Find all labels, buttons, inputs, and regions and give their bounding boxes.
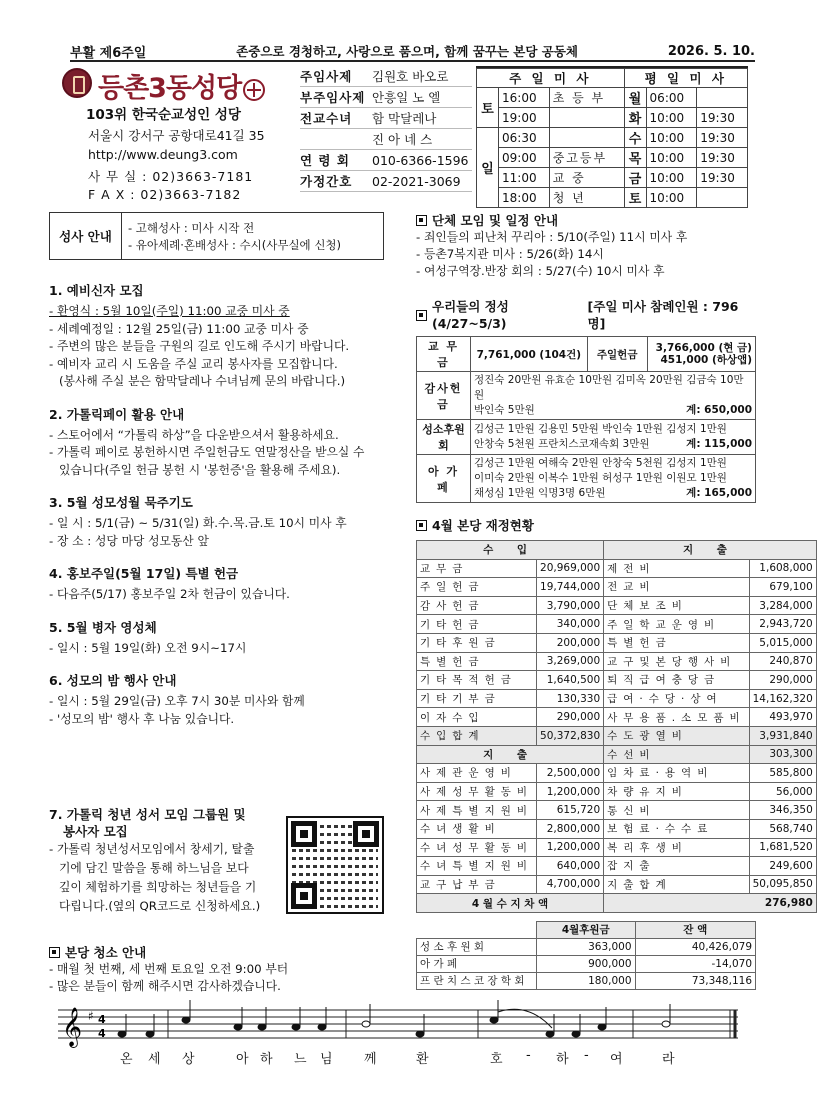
parish-motto: 존중으로 경청하고, 사랑으로 품으며, 함께 꿈꾸는 본당 공동체	[236, 44, 579, 59]
finance-label: 보험료·수수료	[604, 819, 749, 838]
donor-line: 박인숙 5만원	[474, 404, 535, 416]
mass-day: 일	[477, 128, 499, 208]
svg-text:♯: ♯	[88, 1009, 94, 1023]
balance-value: 276,980	[604, 894, 817, 913]
liturgical-week: 부활 제6주일	[70, 45, 147, 61]
lyric-syllable: 느	[294, 1052, 307, 1067]
mass-time: 16:00	[499, 88, 550, 108]
cleaning-notice	[49, 944, 389, 995]
donor-line: 채성심 1만원 익명3명 6만원	[474, 487, 606, 499]
finance-label: 임차료·용역비	[604, 764, 749, 783]
staff-role: 연 령 회	[300, 153, 350, 168]
finance-label: 사제관운영비	[417, 764, 537, 783]
notice-title: 6. 성모의 밤 행사 안내	[49, 673, 177, 688]
offering-total: 계: 165,000	[686, 487, 752, 499]
fund-balance: -14,070	[635, 955, 755, 972]
finance-label: 기타후원금	[417, 633, 537, 652]
fund-amount: 180,000	[537, 972, 636, 989]
weekday-pm: 19:30	[697, 168, 748, 188]
offering-value: 451,000 (하상앱)	[660, 354, 752, 366]
mass-time: 09:00	[499, 148, 550, 168]
finance-label: 통신비	[604, 801, 749, 820]
donor-line: 김성근 1만원 여해숙 2만원 안창숙 5천원 김성지 1만원	[474, 457, 727, 469]
notice-section	[49, 619, 384, 658]
weekday-pm: 19:30	[697, 108, 748, 128]
mass-time: 18:00	[499, 188, 550, 208]
mass-schedule	[476, 66, 748, 208]
notice-section	[49, 282, 384, 391]
lyric-syllable: 여	[610, 1052, 623, 1067]
finance-label: 지출합계	[604, 875, 749, 894]
finance-amount: 240,870	[749, 652, 816, 671]
fund-name: 성 소 후 원 회	[417, 938, 537, 955]
weekday: 목	[624, 148, 646, 168]
finance-amount: 1,200,000	[537, 782, 604, 801]
cleaning-line: - 매월 첫 번째, 세 번째 토요일 오전 9:00 부터	[49, 962, 289, 976]
staff-row	[300, 171, 472, 192]
right-column	[416, 212, 813, 990]
finance-amount: 1,200,000	[537, 838, 604, 857]
sunday-mass-title: 주 일 미 사	[477, 69, 625, 88]
staff-row	[300, 150, 472, 171]
finance-label: 전교비	[604, 578, 749, 597]
youth-line: - 가톨릭 청년성서모임에서 창세기, 탈출	[49, 842, 255, 856]
finance-label: 제전비	[604, 559, 749, 578]
staff-name: 김원호 바오로	[372, 69, 449, 84]
notice-section	[49, 494, 384, 550]
finance-amount: 20,969,000	[537, 559, 604, 578]
lyric-syllable: 님	[320, 1052, 333, 1067]
notice-line: - 예비자 교리 시 도움을 주실 교리 봉사자를 모집합니다.	[49, 356, 338, 371]
finance-amount: 679,100	[749, 578, 816, 597]
income-header: 수 입	[417, 541, 604, 560]
music-staff	[58, 1002, 748, 1046]
expense-subheader: 지 출	[417, 745, 604, 764]
lyric-syllable: 세	[148, 1052, 161, 1067]
finance-amount: 1,681,520	[749, 838, 816, 857]
finance-label: 수녀성무활동비	[417, 838, 537, 857]
finance-amount: 585,800	[749, 764, 816, 783]
youth-line: 다립니다.(옆의 QR코드로 신청하세요.)	[59, 899, 261, 913]
cleaning-line: - 많은 분들이 함께 해주시면 감사하겠습니다.	[49, 979, 281, 993]
staff-name: 함 막달레나	[372, 111, 437, 126]
staff-row	[300, 108, 472, 129]
finance-label: 수녀생활비	[417, 819, 537, 838]
finance-amount: 200,000	[537, 633, 604, 652]
staff-list	[300, 66, 472, 192]
svg-text:4: 4	[98, 1027, 106, 1040]
lyric-syllable: 께	[364, 1052, 377, 1067]
section-marker-icon	[49, 947, 60, 958]
finance-amount: 290,000	[749, 671, 816, 690]
youth-line: 기에 담긴 말씀을 통해 하느님을 보다	[59, 861, 249, 875]
finance-amount: 50,372,830	[537, 726, 604, 745]
hymn-score	[58, 1002, 748, 1072]
fund-balance: 73,348,116	[635, 972, 755, 989]
bulletin-header	[70, 44, 755, 62]
offering-total: 계: 650,000	[686, 404, 752, 416]
support-balance-table	[416, 921, 756, 990]
finance-amount: 2,500,000	[537, 764, 604, 783]
lyric-syllable: 라	[662, 1052, 675, 1067]
mass-time: 11:00	[499, 168, 550, 188]
finance-amount: 56,000	[749, 782, 816, 801]
finance-table	[416, 540, 817, 913]
balance-label: 4 월 수 지 차 액	[417, 894, 604, 913]
treble-clef-icon: 𝄞	[62, 1007, 83, 1047]
notice-line: - 일시 : 5월 29일(금) 오후 7시 30분 미사와 함께	[49, 694, 305, 708]
staff-name: 010-6366-1596	[372, 152, 469, 168]
weekday: 토	[624, 188, 646, 208]
sacrament-info	[49, 212, 384, 260]
finance-amount: 615,720	[537, 801, 604, 820]
finance-amount: 50,095,850	[749, 875, 816, 894]
youth-notice	[49, 806, 284, 916]
youth-line: 깊이 체험하기를 희망하는 청년들을 기	[59, 880, 257, 894]
finance-amount: 2,943,720	[749, 615, 816, 634]
staff-row	[300, 66, 472, 87]
expense-header: 지 출	[604, 541, 817, 560]
offering-table	[416, 336, 756, 503]
mass-day: 토	[477, 88, 499, 128]
groups-title: 단체 모임 및 일정 안내	[432, 213, 559, 228]
parish-seal-icon	[62, 68, 92, 98]
finance-amount: 568,740	[749, 819, 816, 838]
fund-amount: 900,000	[537, 955, 636, 972]
attendance-count: [주일 미사 참례인원 : 796명]	[587, 299, 739, 331]
staff-role: 가정간호	[300, 174, 353, 189]
youth-title-2: 봉사자 모집	[63, 824, 128, 839]
finance-label: 특별헌금	[417, 652, 537, 671]
parish-website[interactable]: http://www.deung3.com	[88, 147, 238, 162]
finance-title: 4월 본당 재정현황	[432, 518, 534, 533]
staff-name: 안흥일 노 엘	[372, 90, 441, 105]
offering-value: 7,761,000 (104건)	[471, 337, 588, 372]
finance-label: 수녀특별지원비	[417, 857, 537, 876]
finance-amount: 5,015,000	[749, 633, 816, 652]
mass-note	[549, 108, 624, 128]
lyric-syllable: -	[526, 1048, 531, 1063]
lyric-syllable: -	[584, 1048, 589, 1063]
staff-role: 주임사제	[300, 69, 353, 84]
weekday-am: 10:00	[646, 148, 697, 168]
mass-note	[549, 128, 624, 148]
mass-time: 19:00	[499, 108, 550, 128]
notice-line: - 스토어에서 “가톨릭 하상”을 다운받으셔서 활용하세요.	[49, 427, 339, 442]
parish-address: 서울시 강서구 공항대로41길 35	[88, 128, 265, 143]
finance-amount: 2,800,000	[537, 819, 604, 838]
finance-amount: 3,269,000	[537, 652, 604, 671]
mass-time: 06:30	[499, 128, 550, 148]
office-phone: 사 무 실 : 02)3663-7181	[88, 169, 254, 184]
section-marker-icon	[416, 310, 427, 321]
staff-row	[300, 129, 472, 150]
finance-label: 기타목적헌금	[417, 671, 537, 690]
group-line: - 죄인들의 피난처 꾸리아 : 5/10(주일) 11시 미사 후	[416, 230, 688, 244]
staff-name: 02-2021-3069	[372, 173, 461, 189]
notice-line: - 가톨릭 페이로 봉헌하시면 주일헌금도 연말정산을 받으실 수	[49, 445, 365, 459]
fund-balance: 40,426,079	[635, 938, 755, 955]
donor-line: 이미숙 2만원 이복수 1만원 허성구 1만원 이원모 1만원	[474, 472, 727, 484]
notice-title: 4. 홍보주일(5월 17일) 특별 헌금	[49, 566, 239, 581]
finance-label: 수선비	[604, 745, 749, 764]
finance-amount: 346,350	[749, 801, 816, 820]
section-marker-icon	[416, 215, 427, 226]
finance-label: 기타헌금	[417, 615, 537, 634]
weekday: 월	[624, 88, 646, 108]
bulletin-date: 2026. 5. 10.	[667, 43, 755, 59]
qr-code[interactable]	[286, 816, 384, 914]
parish-name: 등촌3동성당	[98, 66, 265, 105]
weekday: 금	[624, 168, 646, 188]
lyric-syllable: 하	[260, 1052, 273, 1067]
fund-amount: 363,000	[537, 938, 636, 955]
weekday: 수	[624, 128, 646, 148]
finance-amount: 249,600	[749, 857, 816, 876]
notice-title: 3. 5월 성모성월 묵주기도	[49, 495, 193, 510]
balance-header: 잔 액	[635, 921, 755, 938]
offering-label: 아 가 페	[417, 455, 471, 503]
notice-line: - 환영식 : 5월 10일(주일) 11:00 교중 미사 중	[49, 304, 290, 318]
notice-title: 1. 예비신자 모집	[49, 283, 144, 298]
lyric-syllable: 환	[416, 1052, 429, 1067]
finance-amount: 130,330	[537, 689, 604, 708]
weekday-pm	[697, 88, 748, 108]
weekday-am: 10:00	[646, 188, 697, 208]
weekday-am: 10:00	[646, 168, 697, 188]
offering-label: 감사헌금	[417, 372, 471, 420]
notice-title: 5. 5월 병자 영성체	[49, 619, 157, 635]
mass-note: 교 중	[549, 168, 624, 188]
finance-label: 사제성무활동비	[417, 782, 537, 801]
offering-label: 교 무 금	[417, 337, 471, 372]
finance-label: 잡지출	[604, 857, 749, 876]
offering-label: 성소후원회	[417, 420, 471, 455]
finance-label: 수입합계	[417, 726, 537, 745]
finance-amount: 14,162,320	[749, 689, 816, 708]
finance-label: 차량유지비	[604, 782, 749, 801]
balance-header: 4월후원금	[537, 921, 636, 938]
notice-line: - 일 시 : 5/1(금) ~ 5/31(일) 화.수.목.금.토 10시 미사 후	[49, 516, 347, 530]
weekday: 화	[624, 108, 646, 128]
notice-section	[49, 672, 384, 728]
finance-label: 복리후생비	[604, 838, 749, 857]
offering-label: 주일헌금	[587, 337, 647, 372]
donor-line: 김성근 1만원 김용민 5만원 박인숙 1만원 김성지 1만원	[474, 423, 727, 435]
notice-line: - 다음주(5/17) 홍보주일 2차 헌금이 있습니다.	[49, 587, 290, 601]
staff-name: 진 아 네 스	[372, 132, 433, 147]
finance-amount: 290,000	[537, 708, 604, 727]
fund-name: 아 가 페	[417, 955, 537, 972]
weekday-am: 10:00	[646, 128, 697, 148]
finance-label: 주일헌금	[417, 578, 537, 597]
weekday-pm: 19:30	[697, 148, 748, 168]
finance-amount: 1,608,000	[749, 559, 816, 578]
weekday-am: 06:00	[646, 88, 697, 108]
fax-number: F A X : 02)3663-7182	[88, 187, 242, 202]
finance-label: 교구납부금	[417, 875, 537, 894]
notice-section	[49, 406, 384, 480]
section-marker-icon	[416, 520, 427, 531]
finance-label: 주일학교운영비	[604, 615, 749, 634]
finance-label: 특별헌금	[604, 633, 749, 652]
notices	[49, 282, 384, 743]
staff-role: 전교수녀	[300, 111, 353, 126]
svg-text:4: 4	[98, 1013, 106, 1026]
mass-note: 중고등부	[549, 148, 624, 168]
finance-amount: 3,931,840	[749, 726, 816, 745]
finance-amount: 340,000	[537, 615, 604, 634]
finance-label: 기타기부금	[417, 689, 537, 708]
finance-amount: 4,700,000	[537, 875, 604, 894]
notice-line: - 장 소 : 성당 마당 성모동산 앞	[49, 533, 209, 548]
finance-amount: 3,790,000	[537, 596, 604, 615]
parish-subtitle: 103위 한국순교성인 성당	[86, 107, 241, 123]
weekday-pm	[697, 188, 748, 208]
finance-amount: 303,300	[749, 745, 816, 764]
mass-note: 초 등 부	[549, 88, 624, 108]
notice-section	[49, 565, 384, 604]
lyric-syllable: 상	[182, 1052, 195, 1067]
offering-total: 계: 115,000	[686, 438, 752, 450]
finance-amount: 493,970	[749, 708, 816, 727]
parish-info	[62, 66, 292, 206]
notice-line: - 일시 : 5월 19일(화) 오전 9시~17시	[49, 640, 247, 655]
weekday-pm: 19:30	[697, 128, 748, 148]
staff-role: 부주임사제	[300, 90, 366, 105]
cross-icon	[243, 79, 265, 101]
weekday-mass-title: 평 일 미 사	[624, 69, 747, 88]
offering-title: 우리들의 정성 (4/27~5/3)	[432, 299, 509, 331]
lyric-syllable: 아	[236, 1052, 249, 1067]
fund-name: 프 란 치 스 코 장 학 회	[417, 972, 537, 989]
finance-label: 퇴직급여충당금	[604, 671, 749, 690]
lyric-syllable: 온	[120, 1052, 133, 1067]
donor-line: 안창숙 5천원 프란치스코재속회 3만원	[474, 438, 650, 450]
finance-amount: 19,744,000	[537, 578, 604, 597]
staff-row	[300, 87, 472, 108]
notice-line: - 세례예정일 : 12월 25일(금) 11:00 교중 미사 중	[49, 321, 309, 336]
group-line: - 등촌7복지관 미사 : 5/26(화) 14시	[416, 247, 604, 261]
finance-label: 급여·수당·상여	[604, 689, 749, 708]
finance-label: 감사헌금	[417, 596, 537, 615]
donor-line: 정진숙 20만원 유효순 10만원 김미옥 20만원 김금숙 10만원	[474, 374, 744, 401]
group-line: - 여성구역장.반장 회의 : 5/27(수) 10시 미사 후	[416, 264, 665, 278]
notice-line: - '성모의 밤' 행사 후 나눔 있습니다.	[49, 711, 235, 726]
sacrament-line: - 유아세례·혼배성사 : 수시(사무실에 신청)	[128, 238, 342, 252]
sacrament-label: 성사 안내	[50, 213, 122, 259]
finance-label: 수도광열비	[604, 726, 749, 745]
mass-note: 청 년	[549, 188, 624, 208]
finance-amount: 3,284,000	[749, 596, 816, 615]
lyric-syllable: 호	[490, 1052, 503, 1067]
cleaning-title: 본당 청소 안내	[65, 945, 147, 960]
finance-label: 교구및본당행사비	[604, 652, 749, 671]
finance-label: 단체보조비	[604, 596, 749, 615]
notice-title: 2. 가톨릭페이 활용 안내	[49, 406, 185, 422]
notice-line: (봉사해 주실 분은 함막달레나 수녀님께 문의 바랍니다.)	[59, 374, 346, 388]
finance-amount: 640,000	[537, 857, 604, 876]
lyric-syllable: 하	[556, 1052, 569, 1067]
notice-line: - 주변의 많은 분들을 구원의 길로 인도해 주시기 바랍니다.	[49, 339, 350, 353]
offering-value: 3,766,000 (현 금)	[655, 342, 752, 354]
sacrament-line: - 고해성사 : 미사 시작 전	[128, 221, 255, 235]
finance-label: 사제특별지원비	[417, 801, 537, 820]
weekday-am: 10:00	[646, 108, 697, 128]
finance-label: 사무용품.소모품비	[604, 708, 749, 727]
finance-label: 이자수입	[417, 708, 537, 727]
finance-amount: 1,640,500	[537, 671, 604, 690]
youth-title: 7. 가톨릭 청년 성서 모임 그룹원 및	[49, 807, 246, 822]
finance-label: 교무금	[417, 559, 537, 578]
notice-line: 있습니다(주일 헌금 봉헌 시 '봉헌증'을 활용해 주세요).	[59, 462, 341, 477]
